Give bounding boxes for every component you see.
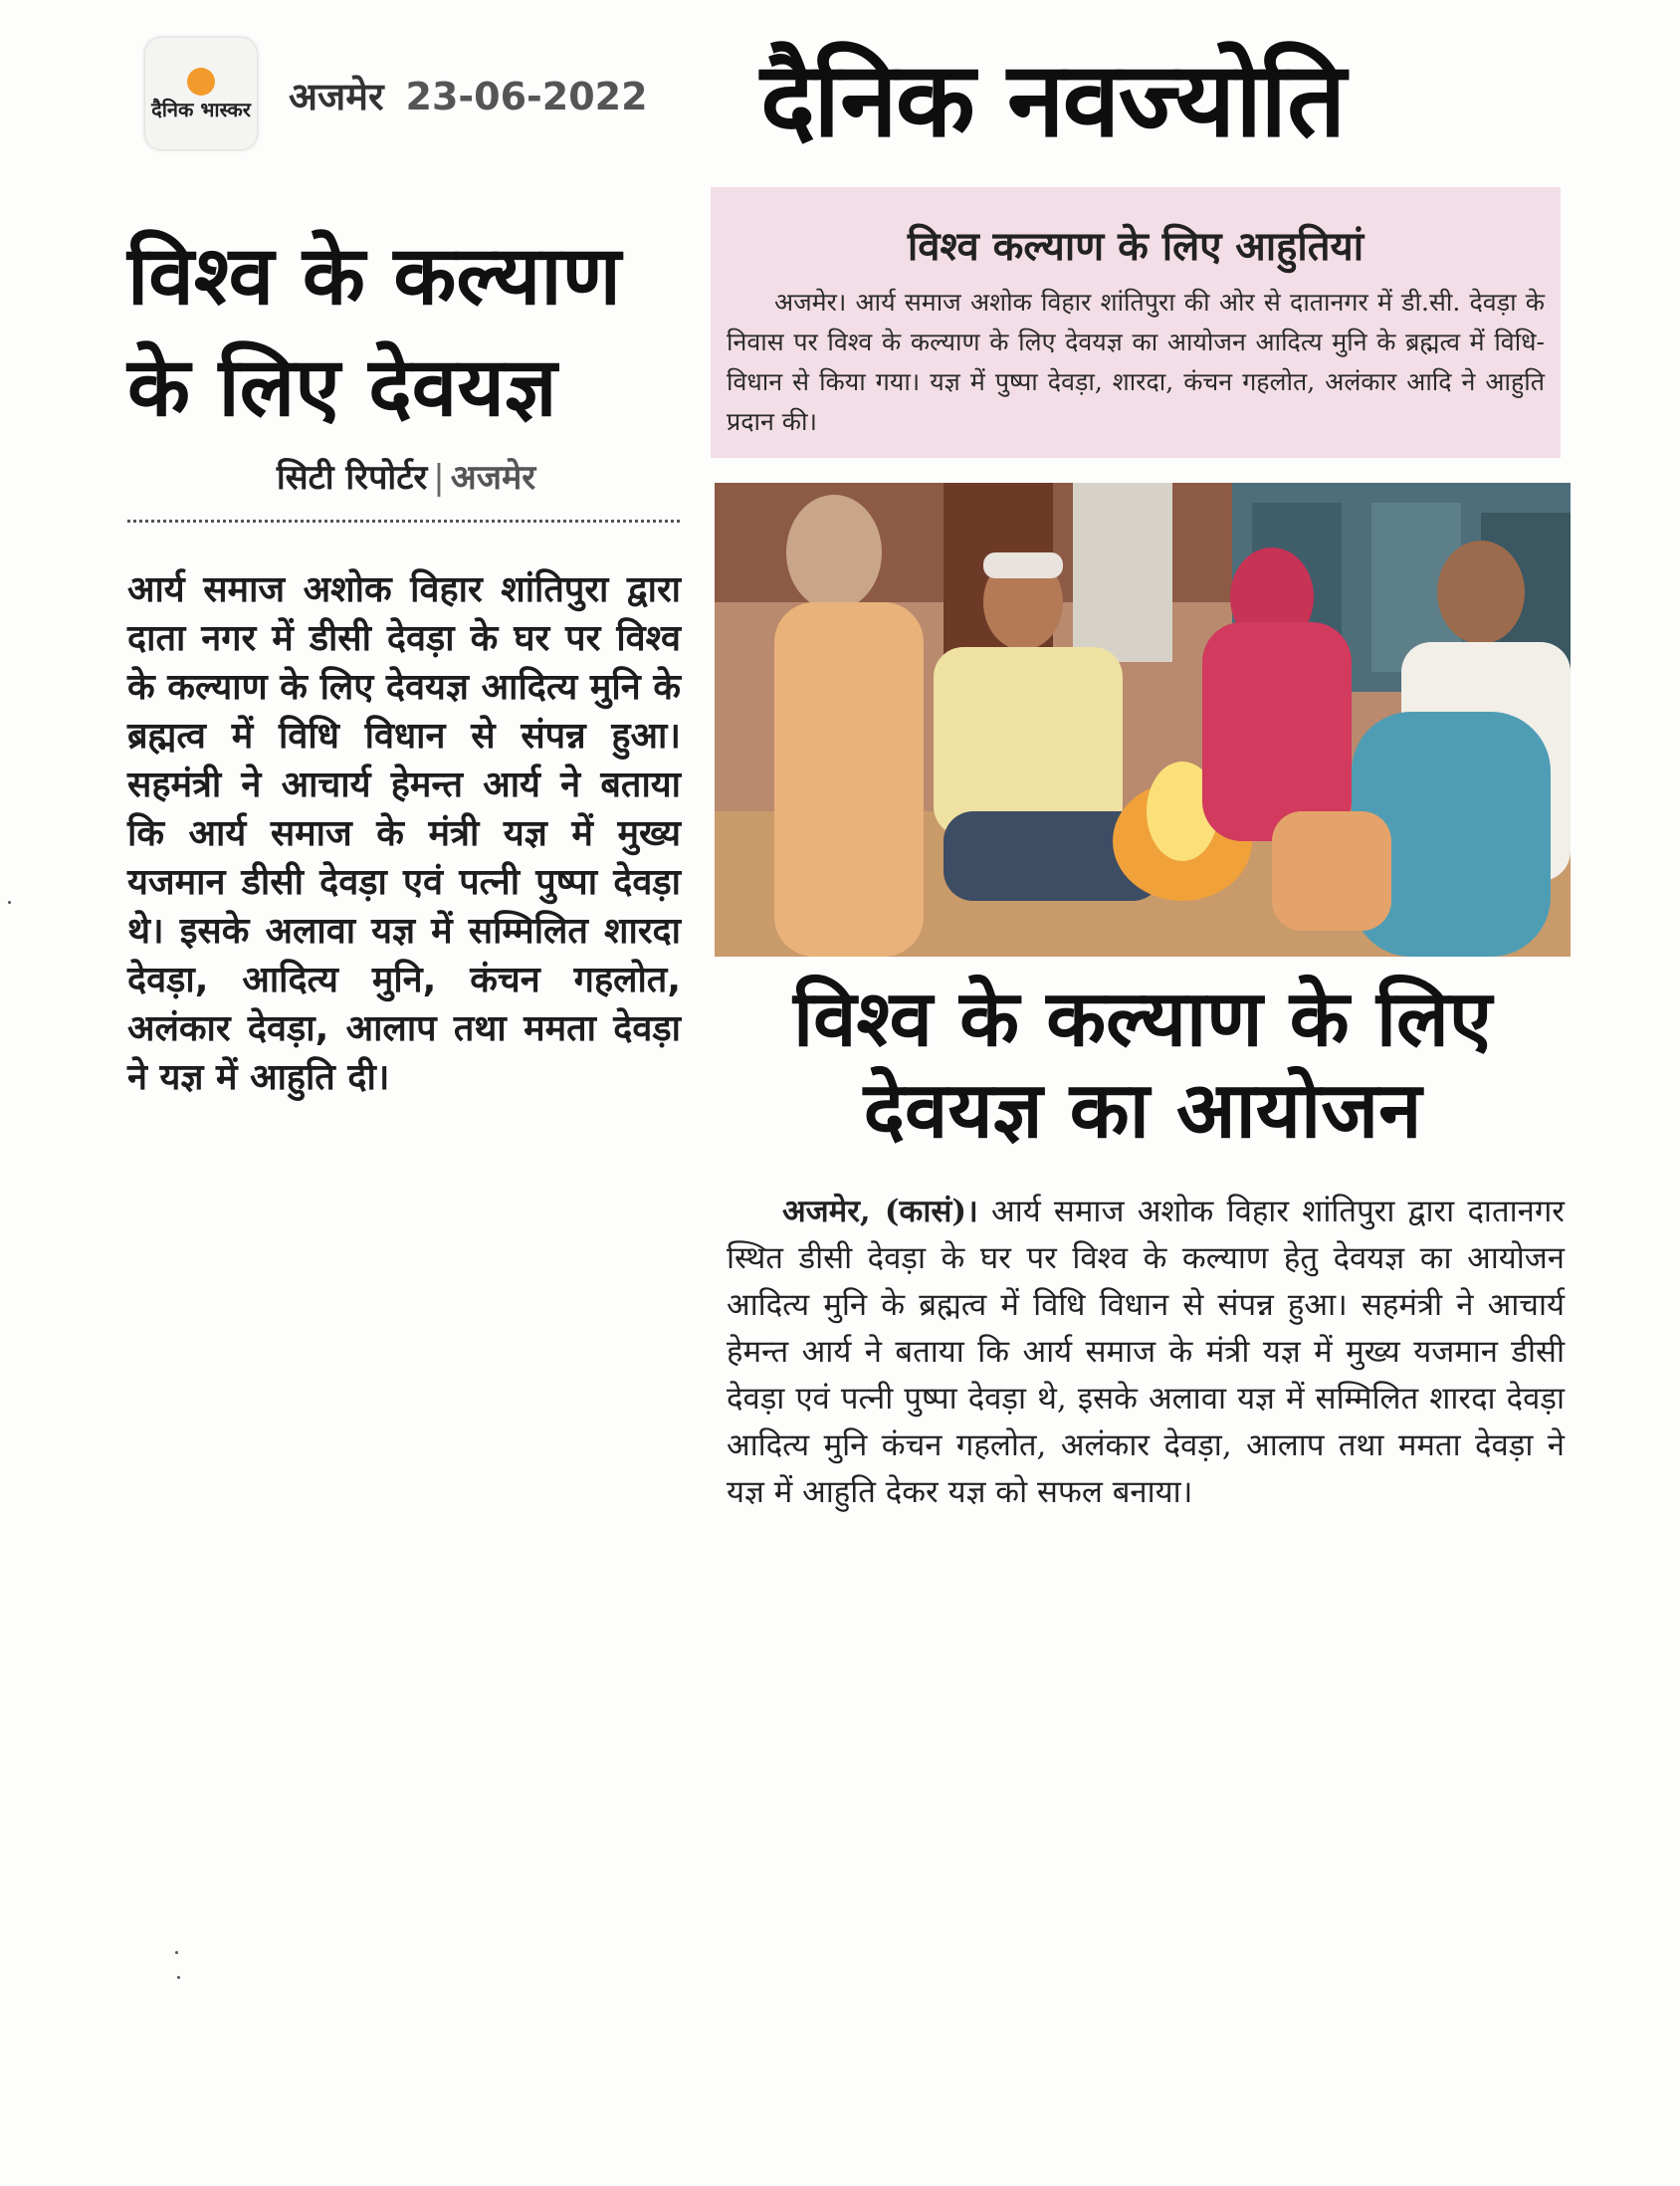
scan-speck [175, 1951, 178, 1954]
byline-separator: | [433, 458, 445, 498]
clipping-meta [289, 70, 648, 121]
dotted-divider [127, 520, 680, 523]
dainik-bhaskar-logo [145, 38, 257, 149]
scan-speck [8, 901, 11, 904]
date-label: 23-06-2022 [405, 75, 648, 118]
bhaskar-article-body: आर्य समाज अशोक विहार शांतिपुरा द्वारा दाता नगर में डीसी देवड़ा के घर पर विश्व के कल्याण के लिए देवयज्ञ आदित्य मुनि के ब्रह्मत्व में विधि विधान से संपन्न हुआ। सहमंत्री ने आचार्य हेमन्त आर्य ने बताया कि आर्य समाज के मंत्री यज्ञ में मुख्य यजमान डीसी देवड़ा एवं पत्नी पुष्पा देवड़ा थे। इसके अलावा यज्ञ में सम्मिलित शारदा देवड़ा, आदित्य मुनि, कंचन गहलोत, अलंकार देवड़ा, आलाप तथा ममता देवड़ा ने यज्ञ में आहुति दी। [127, 569, 681, 1098]
brief-title: विश्व कल्याण के लिए आहुतियां [907, 224, 1365, 270]
bhaskar-byline [127, 453, 685, 499]
city-label: अजमेर [289, 75, 384, 118]
logo-wordmark: दैनिक भास्कर [151, 98, 251, 121]
scan-speck [177, 1976, 180, 1979]
havan-photo [715, 483, 1571, 957]
byline-reporter: सिटी रिपोर्टर [276, 458, 428, 498]
navjyoti-article-body [727, 1189, 1565, 1516]
dateline: अजमेर, (कासं)। [782, 1194, 978, 1229]
brief-body: अजमेर। आर्य समाज अशोक विहार शांतिपुरा की ओर से दातानगर में डी.सी. देवड़ा के निवास पर विश्व के कल्याण के लिए देवयज्ञ का आयोजन आदित्य मुनि के ब्रह्मत्व में विधि-विधान से किया गया। यज्ञ में पुष्पा देवड़ा, शारदा, कंचन गहलोत, अलंकार आदि ने आहुति प्रदान की। [727, 288, 1545, 436]
bhaskar-headline: विश्व के कल्याण के लिए देवयज्ञ [127, 229, 621, 435]
byline-place: अजमेर [450, 458, 536, 498]
navjyoti-headline: विश्व के कल्याण के लिए देवयज्ञ का आयोजन [792, 975, 1493, 1156]
article-text: आर्य समाज अशोक विहार शांतिपुरा द्वारा दातानगर स्थित डीसी देवड़ा के घर पर विश्व के कल्याण हेतु देवयज्ञ का आयोजन आदित्य मुनि के ब्रह्मत्व में विधि विधान से संपन्न हुआ। सहमंत्री ने आचार्य हेमन्त आर्य ने बताया कि आर्य समाज के मंत्री यज्ञ में मुख्य यजमान डीसी देवड़ा एवं पत्नी पुष्पा देवड़ा थे, इसके अलावा यज्ञ में सम्मिलित शारदा देवड़ा आदित्य मुनि कंचन गहलोत, अलंकार देवड़ा, आलाप तथा ममता देवड़ा ने यज्ञ में आहुति देकर यज्ञ को सफल बनाया। [727, 1194, 1565, 1510]
sun-icon [187, 68, 215, 96]
navjyoti-brief-box [711, 187, 1561, 458]
dainik-navjyoti-masthead: दैनिक नवज्योति [760, 39, 1345, 160]
